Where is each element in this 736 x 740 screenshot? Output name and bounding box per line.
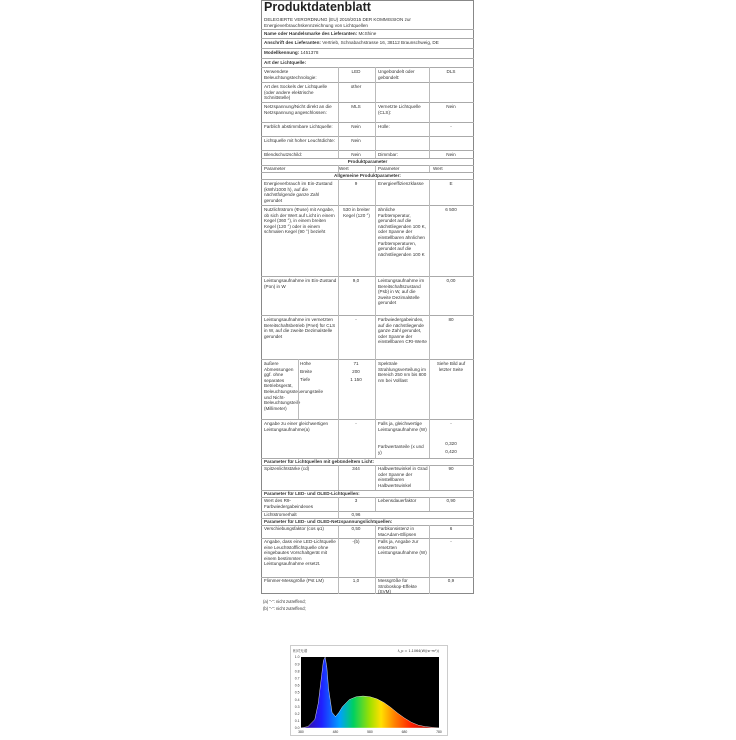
type-row-4-label2: Hülle: [378, 124, 390, 129]
type-row-4-label: Farblich abstimmbare Lichtquelle: [264, 124, 333, 129]
spectral-label: Spektrale Strahlungsverteilung im Bereich 250 nm bis 800 nm bei Volllast [378, 361, 427, 383]
y-tick-label: 0.3 [294, 704, 300, 709]
dim-width-key: Breite [300, 369, 313, 374]
type-row-5-label: Lichtquelle mit hoher Leuchtdichte: [264, 138, 335, 143]
pf-value: 0,50 [351, 526, 361, 531]
dim-height-value: 71 [353, 361, 359, 366]
datasheet-title: Produktdatenblatt [264, 0, 371, 14]
col-param-1: Parameter [264, 166, 286, 171]
type-row-3-label: Netzspannung/Nicht direkt an die Netzspannung angeschlossen: [264, 104, 332, 115]
type-row-4-value2: - [450, 124, 452, 129]
r9-label: Wert des R9-Farbwiedergabeindexes [264, 498, 314, 509]
spectral-value: Siehe Bild auf letzter Seite [436, 361, 466, 372]
y-tick-label: 0.8 [294, 669, 300, 674]
section-product-heading: Produktparameter [347, 159, 388, 164]
equiv-value: - [355, 421, 357, 426]
gen-row-2-value2: 6 500 [445, 207, 457, 212]
x-tick-label: 480 [332, 730, 339, 734]
model-value: 1451378 [300, 50, 319, 55]
claim-value: -(b) [352, 539, 360, 544]
life-value: 0,90 [446, 498, 456, 503]
section-mains-heading: Parameter für LED- und OLED-Netzspannungslichtquellen: [264, 519, 393, 524]
equiv-label: Angabe zu einer gleichwertigen Leistungsaufnahme(a) [264, 421, 329, 432]
col-param-2: Parameter [378, 166, 400, 171]
chroma-label: Farbwertanteile (x und y) [378, 444, 424, 455]
gen-row-4-value: - [355, 317, 357, 322]
type-row-6-value2: Nein [446, 152, 456, 157]
flicker-value: 1,0 [352, 578, 360, 583]
model-label: Modellkennung: [264, 50, 300, 55]
chroma-y: 0,420 [445, 449, 457, 454]
address-value: Vertrieb, Schnabachstrasse 16, 38112 Braunschweig, DE [322, 40, 439, 45]
life-label: Lebensdauerfaktor [378, 498, 417, 503]
y-tick-label: 0.1 [294, 719, 300, 724]
gen-row-2-label2: ähnliche Farbtemperatur, gerundet auf die nächstliegenden 100 K, oder Spanne der einstellbaren ähnlichen Farbtemperaturen, gerundet auf die nächstliegenden 100 K [378, 207, 427, 257]
model-row [264, 50, 474, 56]
address-label: Anschrift des Lieferanten: [264, 40, 321, 45]
claim-label2: Falls ja, Angabe zur ersetzten Leistungsaufnahme (W) [378, 539, 427, 556]
chroma-x: 0,320 [445, 441, 457, 446]
equiv-label2: Falls ja, gleichwertige Leistungsaufnahme (W) [378, 421, 427, 432]
dim-depth-key: Tiefe [300, 377, 311, 382]
x-tick-label: 580 [367, 730, 373, 734]
section-type-heading: Art der Lichtquelle: [264, 60, 307, 65]
type-row-1-value2: DLS [446, 69, 456, 74]
spectrum-svg [291, 646, 447, 735]
claim-value2: - [450, 539, 452, 544]
peak-value: 344 [352, 466, 360, 471]
strobo-value: 0,9 [447, 578, 455, 583]
datasheet [261, 0, 475, 596]
gen-row-4-label: Leistungsaufnahme im vernetzten Bereitschaftsbetrieb (Pnet) für CLS in W, auf die zweite Dezimalstelle gerundet [264, 317, 336, 339]
type-row-6-value: Nein [351, 152, 361, 157]
y-tick-label: 0.6 [294, 683, 300, 688]
chart-header-left: 相对光谱 [293, 649, 308, 653]
regulation-text: DELEGIERTE VERORDNUNG (EU) 2019/2015 DER KOMMISSION zur Energieverbrauchskennzeichnung von Lichtquellen [264, 17, 411, 28]
gen-row-4-label2: Farbwiedergabeindex, auf die nächstliegende ganze Zahl gerundet, oder Spanne der einstellbaren CRI-Werte [378, 317, 427, 345]
type-row-6-label2: Dimmbar: [378, 152, 398, 157]
equiv-value2: - [450, 421, 452, 426]
x-tick-label: 680 [401, 730, 408, 734]
gen-row-2-value: 530 in breiter Kegel (120 °) [343, 207, 370, 218]
gen-row-2-label: Nutzlichtstrom (Φuse) mit Angabe, ob sich der Wert auf Licht in einem Kegel (360 °), in einem breiten Kegel (120 °) oder in einem schmalen Kegel (90 °) bezieht [264, 207, 335, 235]
y-tick-label: 0.0 [294, 726, 300, 731]
gen-row-4-value2: 80 [448, 317, 454, 322]
x-tick-label: 780 [436, 730, 442, 734]
y-tick-label: 0.4 [294, 697, 300, 702]
gen-row-3-label2: Leistungsaufnahme im Bereitschaftszustand (Psb) in W, auf die zweite Dezimalstelle gerundet [378, 278, 425, 306]
gen-row-3-label: Leistungsaufnahme im Ein-Zustand (Pon) in W [264, 278, 337, 289]
y-tick-label: 0.9 [294, 662, 300, 667]
col-value-2: Wert [433, 166, 443, 171]
type-row-3-label2: Vernetzte Lichtquelle (CLS): [378, 104, 421, 115]
section-led-heading: Parameter für LED- und OLED-Lichtquellen: [264, 491, 360, 496]
chart-header-right: λ_p = 1.1064(W/(sr·m²)) [397, 649, 439, 653]
gen-row-1-label: Energieverbrauch im Ein-Zustand (kWh/1000 h), auf die nächstfolgende ganze Zahl gerundet [264, 181, 333, 203]
supplier-label: Name oder Handelsmarke des Lieferanten: [264, 31, 358, 36]
y-tick-label: 1.0 [294, 655, 300, 660]
dim-width-value: 200 [352, 369, 360, 374]
type-row-1-label: Verwendete Beleuchtungstechnologie: [264, 69, 317, 80]
sdcm-value: 6 [449, 526, 453, 531]
type-row-2-value: other [350, 84, 362, 89]
spectrum-chart [290, 645, 448, 736]
type-row-3-value2: Nein [446, 104, 456, 109]
type-row-1-value: LED [351, 69, 361, 74]
sdcm-label: Farbkonsistenz in MacAdam-Ellipsen [378, 526, 417, 537]
section-general-heading: Allgemeine Produktparameter: [334, 173, 401, 178]
y-tick-label: 0.5 [294, 690, 300, 695]
footnote-b: (b) "-": nicht zutreffend; [263, 606, 306, 611]
x-tick-label: 380 [298, 730, 304, 734]
type-row-1-label2: Ungebündelt oder gebündelt: [378, 69, 415, 80]
beam-label: Halbwertswinkel in Grad oder Spanne der einstellbaren Halbwertswinkel [378, 466, 428, 488]
claim-label: Angabe, dass eine LED-Lichtquelle eine Leuchtstofflichtquelle ohne eingebautes Vorschaltgerät mit einem bestimmten Leistungsaufnahme ersetzt. [264, 539, 336, 567]
address-row [264, 40, 474, 46]
footnote-a: (a) "-": nicht zutreffend; [263, 599, 306, 604]
beam-value: 90 [448, 466, 454, 471]
section-dls-heading: Parameter für Lichtquellen mit gebündeltem Licht: [264, 459, 375, 464]
r9-value: 3 [354, 498, 358, 503]
gen-row-1-value2: E [449, 181, 453, 186]
type-row-2-label: Art des Sockels der Lichtquelle (oder andere elektrische Schnittstelle) [264, 84, 328, 101]
peak-label: Spitzenlichtstärke (cd) [264, 466, 310, 471]
flicker-label: Flimmer-Messgröße (Pst LM) [264, 578, 324, 583]
pf-label: Verschiebungsfaktor (cos φ1) [264, 526, 324, 531]
type-row-4-value: Nein [351, 124, 361, 129]
dimensions-label: äußere Abmessungen ggf. ohne separates Betriebsgerät, Beleuchtungssteuerungsteile und Nicht-Beleuchtungsteile (Millimeter) [264, 361, 323, 411]
type-row-5-value: Nein [351, 138, 361, 143]
dim-depth-value: 1 150 [350, 377, 362, 382]
gen-row-3-value: 9,0 [352, 278, 360, 283]
maint-label: Lichtstromerhalt [264, 512, 297, 517]
y-tick-label: 0.7 [294, 676, 300, 681]
y-tick-label: 0.2 [294, 712, 300, 716]
gen-row-3-value2: 0,00 [446, 278, 456, 283]
dim-height-key: Höhe [300, 361, 311, 366]
supplier-row [264, 31, 474, 37]
supplier-value: McShine [358, 31, 377, 36]
type-row-6-label: Blendschutzschild: [264, 152, 303, 157]
col-value-1: Wert [339, 166, 349, 171]
gen-row-1-value: 9 [354, 181, 358, 186]
type-row-3-value: MLS [351, 104, 361, 109]
maint-value: 0,96 [351, 512, 361, 517]
gen-row-1-label2: Energieeffizienzklasse [378, 181, 424, 186]
strobo-label: Messgröße für Stroboskop-Effekte (SVM) [378, 578, 417, 595]
